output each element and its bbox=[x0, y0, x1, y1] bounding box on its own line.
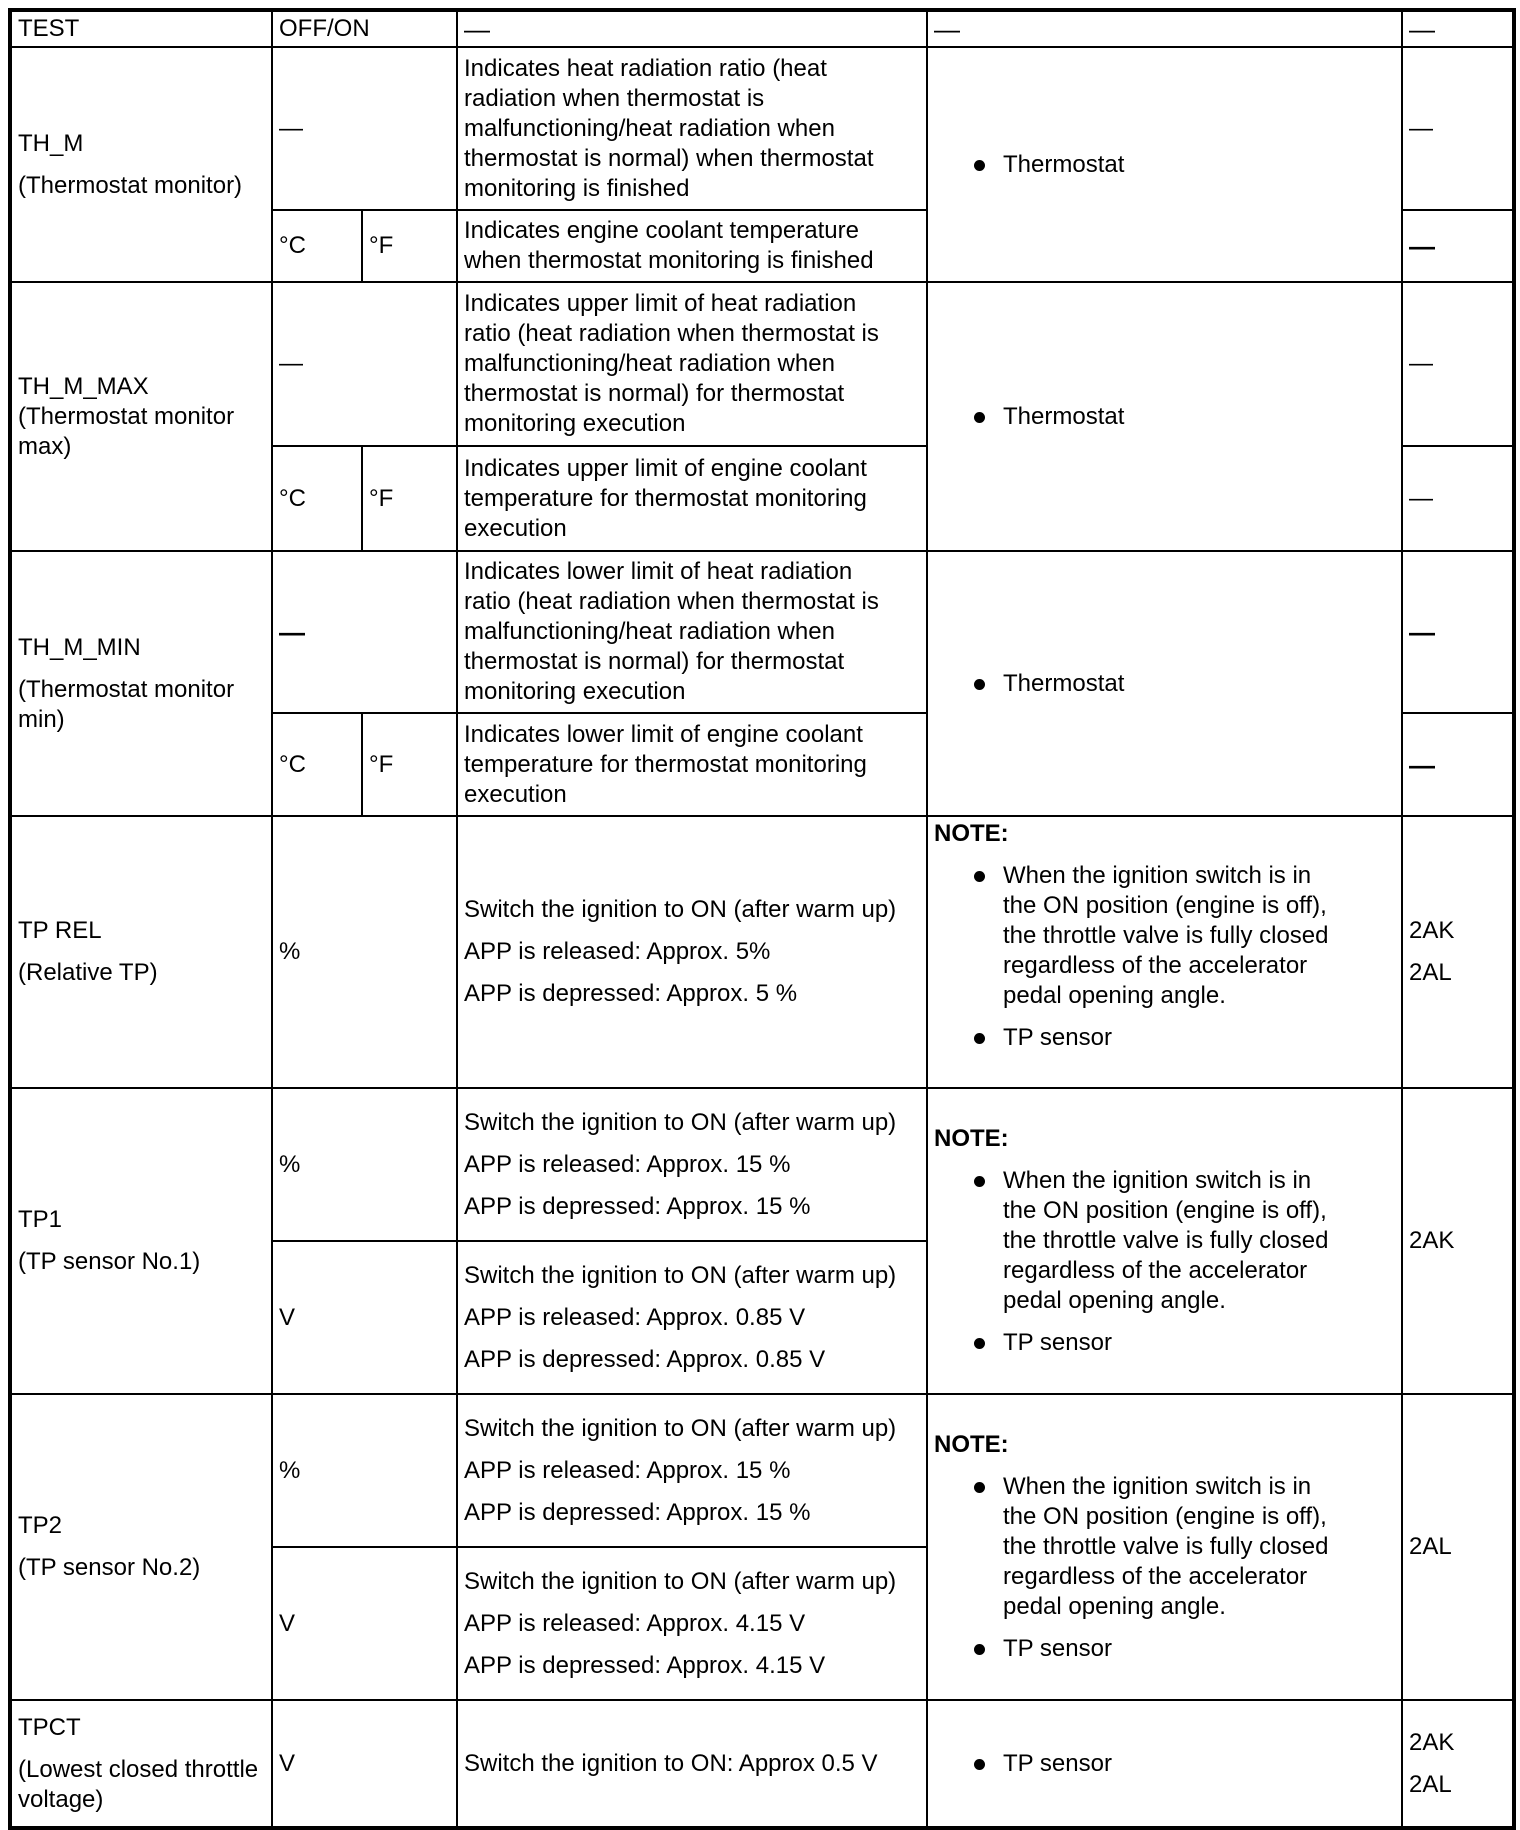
table-row bbox=[10, 1088, 1514, 1241]
condition-cell: Switch the ignition to ON (after warm up) APP is released: Approx. 15 % APP is depressed: Approx. 15 % bbox=[457, 1088, 927, 1241]
condition-cell: Indicates upper limit of engine coolant temperature for thermostat monitoring execution bbox=[457, 446, 927, 551]
item-name: TH_M_MIN bbox=[18, 633, 141, 661]
ref-cell: 2AL bbox=[1402, 1394, 1514, 1700]
action-cell: Thermostat bbox=[927, 551, 1402, 816]
header-col5: — bbox=[1402, 10, 1514, 47]
table-row bbox=[10, 47, 1514, 210]
item-desc: (Lowest closed throttle bbox=[18, 1755, 259, 1783]
header-col3: — bbox=[457, 10, 927, 47]
bullet-icon bbox=[974, 1338, 985, 1349]
bullet-icon bbox=[974, 160, 985, 171]
unit-fahrenheit: °F bbox=[362, 446, 457, 551]
condition-cell: Indicates upper limit of heat radiation ratio (heat radiation when thermostat is malfunctioning/heat radiation when thermostat is normal) for thermostat monitoring execution bbox=[457, 282, 927, 446]
condition-cell: Indicates heat radiation ratio (heat radiation when thermostat is malfunctioning/heat radiation when thermostat is normal) when thermostat monitoring is finished bbox=[457, 47, 927, 210]
unit-cell: % bbox=[272, 1088, 457, 1241]
bullet-icon bbox=[974, 1644, 985, 1655]
bullet-icon bbox=[974, 1176, 985, 1187]
ref-cell: — bbox=[1402, 713, 1514, 816]
condition-cell: Switch the ignition to ON (after warm up) APP is released: Approx. 4.15 V APP is depressed: Approx. 4.15 V bbox=[457, 1547, 927, 1700]
item-desc: (TP sensor No.2) bbox=[18, 1554, 201, 1581]
unit-cell: V bbox=[272, 1700, 457, 1828]
condition-cell: Switch the ignition to ON (after warm up) APP is released: Approx. 5% APP is depressed: Approx. 5 % bbox=[457, 816, 927, 1088]
bullet-icon bbox=[974, 679, 985, 690]
unit-celsius: °C bbox=[272, 713, 362, 816]
unit-cell: V bbox=[272, 1241, 457, 1394]
item-desc: (Thermostat monitor bbox=[18, 675, 235, 703]
item-desc: max) bbox=[18, 432, 72, 460]
item-name-cell bbox=[10, 816, 272, 1088]
table-row bbox=[10, 816, 1514, 1088]
header-offon: OFF/ON bbox=[272, 10, 457, 47]
pid-table bbox=[8, 8, 1516, 1830]
table-row bbox=[10, 1394, 1514, 1547]
ref-cell: — bbox=[1402, 47, 1514, 210]
bullet-icon bbox=[974, 1482, 985, 1493]
condition-cell: Indicates engine coolant temperature when thermostat monitoring is finished bbox=[457, 210, 927, 282]
bullet-icon bbox=[974, 871, 985, 882]
item-name: TPCT bbox=[18, 1713, 81, 1741]
item-name: TP REL bbox=[18, 917, 102, 944]
unit-celsius: °C bbox=[272, 210, 362, 282]
item-name-cell bbox=[10, 1394, 272, 1700]
condition-cell: Switch the ignition to ON: Approx 0.5 V bbox=[457, 1700, 927, 1828]
item-name-cell bbox=[10, 1088, 272, 1394]
condition-cell: Indicates lower limit of engine coolant temperature for thermostat monitoring execution bbox=[457, 713, 927, 816]
note-label: NOTE: bbox=[934, 820, 1009, 847]
table-row bbox=[10, 1700, 1514, 1828]
item-name: TP2 bbox=[18, 1512, 63, 1539]
header-row bbox=[10, 10, 1514, 47]
unit-cell: % bbox=[272, 1394, 457, 1547]
item-name: TH_M bbox=[18, 129, 84, 157]
item-name-cell bbox=[10, 1700, 272, 1828]
unit-celsius: °C bbox=[272, 446, 362, 551]
item-desc: (TP sensor No.1) bbox=[18, 1248, 201, 1275]
unit-fahrenheit: °F bbox=[362, 713, 457, 816]
item-desc: (Thermostat monitor) bbox=[18, 171, 243, 199]
bullet-icon bbox=[974, 412, 985, 423]
item-desc: (Thermostat monitor bbox=[18, 402, 235, 430]
ref-cell: — bbox=[1402, 210, 1514, 282]
item-name-cell bbox=[10, 282, 272, 551]
condition-cell: Switch the ignition to ON (after warm up) APP is released: Approx. 0.85 V APP is depressed: Approx. 0.85 V bbox=[457, 1241, 927, 1394]
ref-cell: — bbox=[1402, 446, 1514, 551]
condition-cell: Indicates lower limit of heat radiation ratio (heat radiation when thermostat is malfunctioning/heat radiation when thermostat is normal) for thermostat monitoring execution bbox=[457, 551, 927, 713]
unit-cell: — bbox=[272, 47, 457, 210]
item-desc: min) bbox=[18, 705, 65, 733]
action-cell: Thermostat bbox=[927, 282, 1402, 551]
unit-fahrenheit: °F bbox=[362, 210, 457, 282]
action-cell: TP sensor bbox=[927, 1700, 1402, 1828]
item-desc: (Relative TP) bbox=[18, 959, 158, 986]
item-name: TP1 bbox=[18, 1206, 63, 1233]
condition-cell: Switch the ignition to ON (after warm up) APP is released: Approx. 15 % APP is depressed: Approx. 15 % bbox=[457, 1394, 927, 1547]
action-cell: Thermostat bbox=[927, 47, 1402, 282]
unit-cell: V bbox=[272, 1547, 457, 1700]
ref-cell: 2AK 2AL bbox=[1402, 816, 1514, 1088]
bullet-icon bbox=[974, 1033, 985, 1044]
item-name-cell bbox=[10, 47, 272, 282]
table-row bbox=[10, 551, 1514, 713]
ref-cell: — bbox=[1402, 551, 1514, 713]
ref-cell: 2AK 2AL bbox=[1402, 1700, 1514, 1828]
ref-cell: 2AK bbox=[1402, 1088, 1514, 1394]
bullet-icon bbox=[974, 1759, 985, 1770]
item-desc: voltage) bbox=[18, 1785, 104, 1813]
action-cell: NOTE: When the ignition switch is in the ON position (engine is off), the throttle valve is fully closed regardless of the accelerator pedal opening angle. TP sensor bbox=[927, 1088, 1402, 1394]
action-cell: NOTE: When the ignition switch is in the ON position (engine is off), the throttle valve is fully closed regardless of the accelerator pedal opening angle. TP sensor bbox=[927, 816, 1402, 1088]
unit-cell: % bbox=[272, 816, 457, 1088]
header-test: TEST bbox=[10, 10, 272, 47]
unit-cell: — bbox=[272, 551, 457, 713]
ref-cell: — bbox=[1402, 282, 1514, 446]
item-name-cell bbox=[10, 551, 272, 816]
item-name: TH_M_MAX bbox=[18, 372, 149, 400]
note-label: NOTE: bbox=[934, 1125, 1009, 1152]
header-col4: — bbox=[927, 10, 1402, 47]
action-cell: NOTE: When the ignition switch is in the ON position (engine is off), the throttle valve is fully closed regardless of the accelerator pedal opening angle. TP sensor bbox=[927, 1394, 1402, 1700]
note-label: NOTE: bbox=[934, 1431, 1009, 1458]
unit-cell: — bbox=[272, 282, 457, 446]
table-row bbox=[10, 282, 1514, 446]
